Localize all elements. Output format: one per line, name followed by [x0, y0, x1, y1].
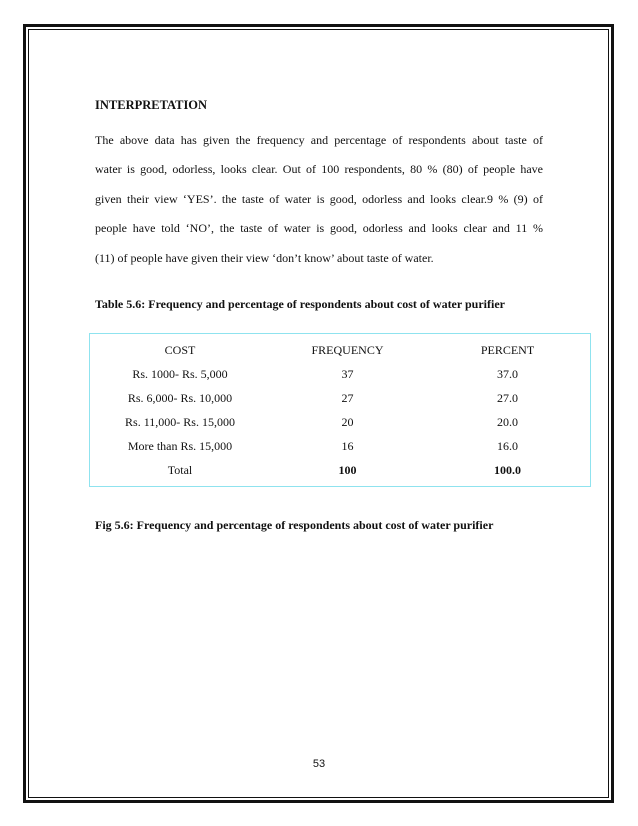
table-total-row	[90, 458, 590, 482]
paragraph-line: people have told ‘NO’, the taste of water is good, odorless and looks clear and 11 %	[95, 221, 543, 236]
table-cell: 37.0	[497, 366, 518, 381]
table-header-cell: COST	[164, 342, 196, 357]
table-cell: 16.0	[497, 438, 518, 453]
table-row	[90, 386, 590, 410]
section-heading: INTERPRETATION	[95, 98, 208, 112]
table-cell: 20.0	[497, 414, 518, 429]
table-cell: 27.0	[497, 390, 518, 405]
table-header-row	[90, 338, 590, 362]
table-caption: Table 5.6: Frequency and percentage of respondents about cost of water purifier	[95, 297, 505, 311]
table-header-cell: FREQUENCY	[311, 342, 384, 357]
table-row	[90, 410, 590, 434]
paragraph-line: water is good, odorless, looks clear. Out of 100 respondents, 80 % (80) of people have	[95, 162, 543, 177]
table-cell: 27	[341, 390, 354, 405]
table-row	[90, 362, 590, 386]
table-cell: Rs. 6,000- Rs. 10,000	[127, 390, 233, 405]
table-row	[90, 434, 590, 458]
table-total-label: Total	[167, 462, 193, 477]
paragraph-line: The above data has given the frequency and percentage of respondents about taste of	[95, 133, 543, 147]
table-cell: 37	[341, 366, 354, 381]
table-cell: 20	[341, 414, 354, 429]
data-table-box	[89, 333, 591, 487]
table-cell: 16	[341, 438, 354, 453]
figure-caption: Fig 5.6: Frequency and percentage of respondents about cost of water purifier	[95, 518, 494, 532]
table-cell: Rs. 1000- Rs. 5,000	[132, 366, 228, 381]
table-cell: More than Rs. 15,000	[127, 438, 233, 453]
table-cell: Rs. 11,000- Rs. 15,000	[125, 414, 235, 429]
paragraph-line: (11) of people have given their view ‘don’t know’ about taste of water.	[95, 250, 434, 265]
data-table	[90, 338, 590, 482]
interpretation-paragraph	[95, 126, 543, 273]
page-number: 53	[312, 758, 326, 770]
table-total-frequency: 100	[338, 462, 357, 477]
table-total-percent: 100.0	[494, 462, 521, 477]
paragraph-line: given their view ‘YES’. the taste of water is good, odorless and looks clear.9 % (9) of	[95, 191, 543, 206]
table-header-cell: PERCENT	[480, 342, 535, 357]
